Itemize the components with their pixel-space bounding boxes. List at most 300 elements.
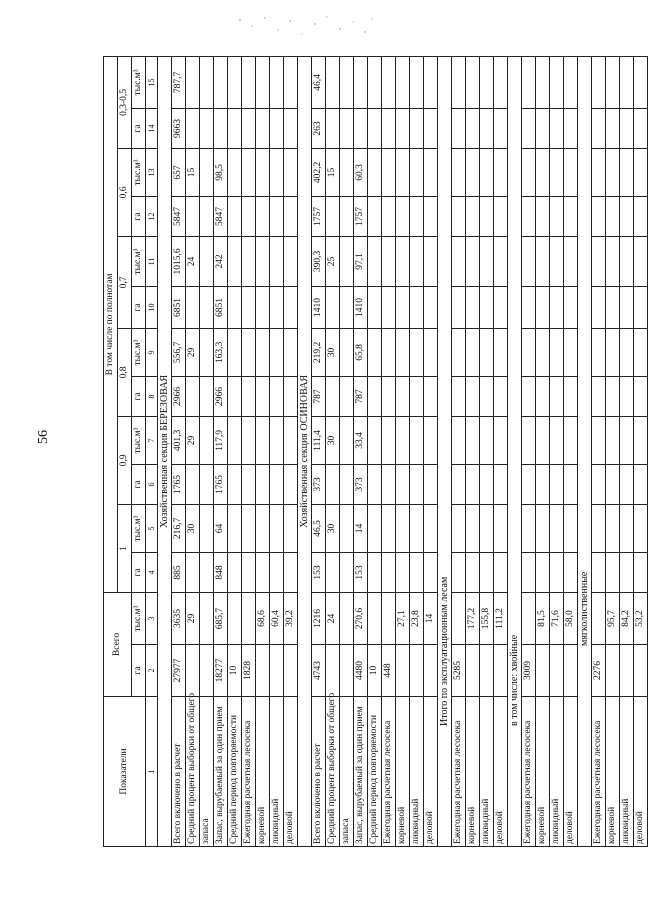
- table-cell: [634, 56, 648, 108]
- table-cell: [606, 464, 620, 504]
- table-cell: [242, 56, 256, 108]
- table-cell: [256, 645, 270, 697]
- table-cell: [228, 592, 242, 644]
- row-label: Ежегодная расчетная лесосека: [452, 697, 466, 847]
- table-cell: 14: [424, 592, 438, 644]
- table-cell: [564, 464, 578, 504]
- table-cell: [550, 236, 564, 286]
- table-cell: [396, 645, 410, 697]
- table-cell: [270, 416, 284, 464]
- table-cell: [606, 56, 620, 108]
- table-cell: [592, 286, 606, 328]
- table-cell: [522, 552, 536, 592]
- table-cell: 3635: [172, 592, 186, 644]
- table-cell: 15: [326, 148, 340, 196]
- table-cell: [382, 148, 396, 196]
- table-cell: 787,7: [172, 56, 186, 108]
- table-cell: [340, 376, 354, 416]
- header-unit-ga: га: [132, 464, 146, 504]
- table-cell: [494, 286, 508, 328]
- table-cell: [340, 416, 354, 464]
- table-cell: [550, 148, 564, 196]
- table-cell: [536, 416, 550, 464]
- table-cell: [620, 56, 634, 108]
- table-cell: [466, 552, 480, 592]
- table-cell: [396, 236, 410, 286]
- table-cell: [606, 148, 620, 196]
- section-title: в том числе: хвойные: [508, 56, 522, 846]
- table-cell: 23,8: [410, 592, 424, 644]
- table-cell: [634, 196, 648, 236]
- table-row: [172, 56, 186, 846]
- table-cell: [410, 236, 424, 286]
- table-cell: [396, 552, 410, 592]
- row-label: Ежегодная расчетная лесосека: [522, 697, 536, 847]
- row-label: запаса: [200, 697, 214, 847]
- table-cell: [396, 464, 410, 504]
- table-row: [522, 56, 536, 846]
- table-cell: [452, 108, 466, 148]
- table-cell: [284, 464, 298, 504]
- table-cell: [410, 196, 424, 236]
- table-cell: [186, 286, 200, 328]
- table-cell: [536, 552, 550, 592]
- table-cell: [634, 236, 648, 286]
- table-cell: 64: [214, 504, 228, 552]
- table-row: [592, 56, 606, 846]
- row-label: деловой: [284, 697, 298, 847]
- table-cell: [466, 196, 480, 236]
- table-row: [606, 56, 620, 846]
- table-cell: [382, 592, 396, 644]
- table-cell: [564, 56, 578, 108]
- table-cell: [494, 376, 508, 416]
- table-cell: [522, 286, 536, 328]
- table-cell: [368, 376, 382, 416]
- table-cell: 1765: [214, 464, 228, 504]
- table-cell: [256, 552, 270, 592]
- table-cell: [494, 236, 508, 286]
- table-row: [228, 56, 242, 846]
- table-cell: [200, 552, 214, 592]
- table-cell: 556,7: [172, 328, 186, 376]
- table-row: [242, 56, 256, 846]
- table-cell: [228, 552, 242, 592]
- table-body: [158, 56, 648, 846]
- table-cell: [284, 504, 298, 552]
- table-cell: [620, 236, 634, 286]
- table-row: [564, 56, 578, 846]
- table-cell: [270, 56, 284, 108]
- table-row: [284, 56, 298, 846]
- table-cell: 3009: [522, 645, 536, 697]
- table-cell: 68,6: [256, 592, 270, 644]
- table-cell: [270, 552, 284, 592]
- table-cell: [396, 148, 410, 196]
- table-cell: 29: [186, 328, 200, 376]
- table-cell: [466, 148, 480, 196]
- table-cell: [256, 286, 270, 328]
- table-cell: [340, 645, 354, 697]
- table-cell: [466, 645, 480, 697]
- table-cell: [186, 552, 200, 592]
- table-cell: 24: [186, 236, 200, 286]
- table-cell: [340, 592, 354, 644]
- table-cell: [592, 196, 606, 236]
- table-cell: [326, 286, 340, 328]
- table-cell: 9663: [172, 108, 186, 148]
- table-cell: [424, 376, 438, 416]
- table-cell: [480, 196, 494, 236]
- table-cell: [396, 196, 410, 236]
- table-cell: [368, 196, 382, 236]
- header-unit-tys: тыс.м³: [132, 148, 146, 196]
- header-column-number: 3: [146, 592, 158, 644]
- table-cell: [634, 286, 648, 328]
- header-column-number: 6: [146, 464, 158, 504]
- table-cell: [606, 286, 620, 328]
- table-cell: [396, 108, 410, 148]
- table-cell: [270, 236, 284, 286]
- header-column-number: 1: [146, 697, 158, 847]
- header-column-number: 8: [146, 376, 158, 416]
- table-cell: [494, 464, 508, 504]
- table-cell: [228, 504, 242, 552]
- table-cell: 29: [186, 592, 200, 644]
- table-cell: [242, 504, 256, 552]
- table-cell: [270, 196, 284, 236]
- table-row: [382, 56, 396, 846]
- table-cell: [410, 504, 424, 552]
- table-cell: [550, 328, 564, 376]
- table-cell: 39,2: [284, 592, 298, 644]
- table-cell: [410, 148, 424, 196]
- table-cell: 685,7: [214, 592, 228, 644]
- table-cell: [522, 108, 536, 148]
- table-cell: [340, 148, 354, 196]
- table-cell: [424, 416, 438, 464]
- scan-noise: [230, 12, 380, 42]
- table-cell: [424, 196, 438, 236]
- table-cell: [536, 376, 550, 416]
- table-cell: 787: [312, 376, 326, 416]
- table-cell: [592, 592, 606, 644]
- table-cell: 390,3: [312, 236, 326, 286]
- table-cell: [242, 552, 256, 592]
- table-cell: 29: [186, 416, 200, 464]
- table-cell: [564, 328, 578, 376]
- table-cell: [480, 416, 494, 464]
- table-cell: [564, 376, 578, 416]
- table-cell: 1765: [172, 464, 186, 504]
- table-cell: [480, 464, 494, 504]
- row-label: Запас, вырубаемый за один прием: [354, 697, 368, 847]
- table-cell: [214, 108, 228, 148]
- table-cell: [592, 504, 606, 552]
- row-label: деловой: [424, 697, 438, 847]
- table-cell: [382, 286, 396, 328]
- table-cell: 242: [214, 236, 228, 286]
- header-unit-ga: га: [132, 196, 146, 236]
- table-cell: 53,2: [634, 592, 648, 644]
- table-row: [550, 56, 564, 846]
- table-cell: [634, 464, 648, 504]
- table-cell: [186, 376, 200, 416]
- section-row: [578, 56, 592, 846]
- table-cell: [214, 56, 228, 108]
- table-cell: 1410: [354, 286, 368, 328]
- table-cell: 30: [326, 416, 340, 464]
- allowable-cut-table: [103, 56, 648, 847]
- header-unit-tys: тыс.м³: [132, 592, 146, 644]
- table-cell: [550, 645, 564, 697]
- table-cell: [634, 504, 648, 552]
- row-label: запаса: [340, 697, 354, 847]
- table-cell: [480, 148, 494, 196]
- table-cell: 5285: [452, 645, 466, 697]
- table-cell: 46,4: [312, 56, 326, 108]
- table-cell: [242, 328, 256, 376]
- table-cell: [242, 236, 256, 286]
- table-cell: 27,1: [396, 592, 410, 644]
- table-cell: [592, 416, 606, 464]
- table-cell: [634, 328, 648, 376]
- table-cell: [550, 416, 564, 464]
- table-cell: [480, 552, 494, 592]
- table-row: [326, 56, 340, 846]
- table-cell: [200, 108, 214, 148]
- table-cell: 401,3: [172, 416, 186, 464]
- table-row: [424, 56, 438, 846]
- table-cell: 4743: [312, 645, 326, 697]
- table-cell: [550, 464, 564, 504]
- table-cell: [326, 645, 340, 697]
- header-column-number: 15: [146, 56, 158, 108]
- table-cell: [536, 328, 550, 376]
- table-cell: [256, 148, 270, 196]
- table-cell: [452, 286, 466, 328]
- table-cell: [606, 416, 620, 464]
- table-cell: [410, 464, 424, 504]
- table-cell: [284, 286, 298, 328]
- table-cell: [620, 108, 634, 148]
- header-total: Всего: [104, 592, 132, 696]
- table-cell: [354, 108, 368, 148]
- table-cell: [340, 328, 354, 376]
- table-cell: [494, 552, 508, 592]
- table-cell: [620, 196, 634, 236]
- table-cell: [536, 148, 550, 196]
- table-cell: [480, 108, 494, 148]
- table-cell: [452, 56, 466, 108]
- table-cell: [634, 416, 648, 464]
- table-cell: [368, 108, 382, 148]
- header-column-number: 2: [146, 645, 158, 697]
- table-cell: [424, 286, 438, 328]
- header-unit-ga: га: [132, 286, 146, 328]
- table-cell: [368, 236, 382, 286]
- table-cell: [452, 552, 466, 592]
- table-cell: [424, 108, 438, 148]
- table-cell: [452, 148, 466, 196]
- table-cell: 84,2: [620, 592, 634, 644]
- table-cell: [228, 286, 242, 328]
- table-cell: [200, 645, 214, 697]
- table-cell: [270, 286, 284, 328]
- table-cell: [522, 196, 536, 236]
- table-cell: [354, 56, 368, 108]
- table-cell: [466, 56, 480, 108]
- table-cell: [494, 108, 508, 148]
- table-cell: [242, 148, 256, 196]
- table-cell: [284, 108, 298, 148]
- table-cell: [410, 376, 424, 416]
- table-cell: [620, 464, 634, 504]
- table-cell: 163,3: [214, 328, 228, 376]
- table-cell: [634, 148, 648, 196]
- table-cell: [452, 504, 466, 552]
- table-row: [312, 56, 326, 846]
- table-cell: [494, 645, 508, 697]
- table-cell: [620, 376, 634, 416]
- table-cell: [200, 504, 214, 552]
- table-row: [214, 56, 228, 846]
- table-cell: [200, 148, 214, 196]
- section-row: [298, 56, 312, 846]
- header-density-0: 1: [118, 504, 132, 592]
- table-cell: [466, 286, 480, 328]
- table-cell: [620, 328, 634, 376]
- table-cell: [564, 236, 578, 286]
- table-cell: 5847: [214, 196, 228, 236]
- table-cell: [550, 56, 564, 108]
- table-cell: [494, 148, 508, 196]
- table-row: [368, 56, 382, 846]
- table-cell: [494, 56, 508, 108]
- table-cell: [396, 416, 410, 464]
- table-row: [480, 56, 494, 846]
- table-cell: [480, 328, 494, 376]
- table-cell: [410, 108, 424, 148]
- table-row: [634, 56, 648, 846]
- row-label: Средний процент выборки от общего: [326, 697, 340, 847]
- table-row: [536, 56, 550, 846]
- table-cell: [522, 464, 536, 504]
- table-cell: 153: [312, 552, 326, 592]
- header-column-number: 5: [146, 504, 158, 552]
- table-cell: [634, 376, 648, 416]
- table-row: [200, 56, 214, 846]
- table-cell: [466, 108, 480, 148]
- table-cell: 14: [354, 504, 368, 552]
- table-cell: [284, 376, 298, 416]
- table-cell: [200, 56, 214, 108]
- table-cell: [550, 108, 564, 148]
- table-cell: 18277: [214, 645, 228, 697]
- table-cell: [340, 196, 354, 236]
- table-cell: [200, 196, 214, 236]
- table-cell: [200, 286, 214, 328]
- table-cell: [186, 645, 200, 697]
- table-cell: [284, 328, 298, 376]
- table-cell: [270, 108, 284, 148]
- table-cell: [494, 328, 508, 376]
- table-cell: 60,3: [354, 148, 368, 196]
- table-cell: 1216: [312, 592, 326, 644]
- table-cell: [620, 645, 634, 697]
- table-cell: [368, 148, 382, 196]
- row-label: Средний период повторяемости: [368, 697, 382, 847]
- table-cell: [396, 328, 410, 376]
- table-cell: [270, 504, 284, 552]
- table-cell: [466, 504, 480, 552]
- row-label: деловой: [494, 697, 508, 847]
- table-cell: 30: [326, 504, 340, 552]
- table-header: [104, 56, 158, 846]
- table-cell: [228, 464, 242, 504]
- table-cell: [620, 504, 634, 552]
- table-cell: [550, 286, 564, 328]
- table-cell: [242, 416, 256, 464]
- header-density-5: 0,3-0,5: [118, 56, 132, 148]
- table-cell: [494, 504, 508, 552]
- row-label: Средний период повторяемости: [228, 697, 242, 847]
- table-cell: [522, 328, 536, 376]
- row-label: деловой: [564, 697, 578, 847]
- table-cell: 60,4: [270, 592, 284, 644]
- row-label: корневой: [396, 697, 410, 847]
- table-cell: [256, 56, 270, 108]
- table-cell: [522, 504, 536, 552]
- table-cell: [382, 56, 396, 108]
- table-cell: [466, 376, 480, 416]
- table-cell: 448: [382, 645, 396, 697]
- table-cell: 373: [354, 464, 368, 504]
- table-cell: [522, 376, 536, 416]
- table-cell: [256, 416, 270, 464]
- table-cell: [340, 108, 354, 148]
- rotated-table-container: [103, 57, 645, 847]
- table-cell: [564, 108, 578, 148]
- table-cell: [326, 376, 340, 416]
- header-density-1: 0,9: [118, 416, 132, 504]
- table-cell: [200, 592, 214, 644]
- header-column-number: 7: [146, 416, 158, 464]
- table-cell: [382, 464, 396, 504]
- table-cell: [634, 108, 648, 148]
- table-row: [620, 56, 634, 846]
- table-cell: [592, 376, 606, 416]
- section-title: Итого по эксплуатационным лесам: [438, 56, 452, 846]
- table-cell: 30: [326, 328, 340, 376]
- table-cell: 1828: [242, 645, 256, 697]
- table-cell: 95,7: [606, 592, 620, 644]
- page-number: 56: [36, 430, 51, 444]
- table-cell: [606, 196, 620, 236]
- table-cell: [326, 196, 340, 236]
- table-cell: [592, 56, 606, 108]
- table-cell: [186, 196, 200, 236]
- row-label: Ежегодная расчетная лесосека: [242, 697, 256, 847]
- table-cell: [424, 504, 438, 552]
- table-cell: [466, 464, 480, 504]
- table-cell: [494, 416, 508, 464]
- table-cell: 15: [186, 148, 200, 196]
- table-cell: [396, 56, 410, 108]
- table-cell: [424, 328, 438, 376]
- table-cell: [284, 56, 298, 108]
- table-cell: 848: [214, 552, 228, 592]
